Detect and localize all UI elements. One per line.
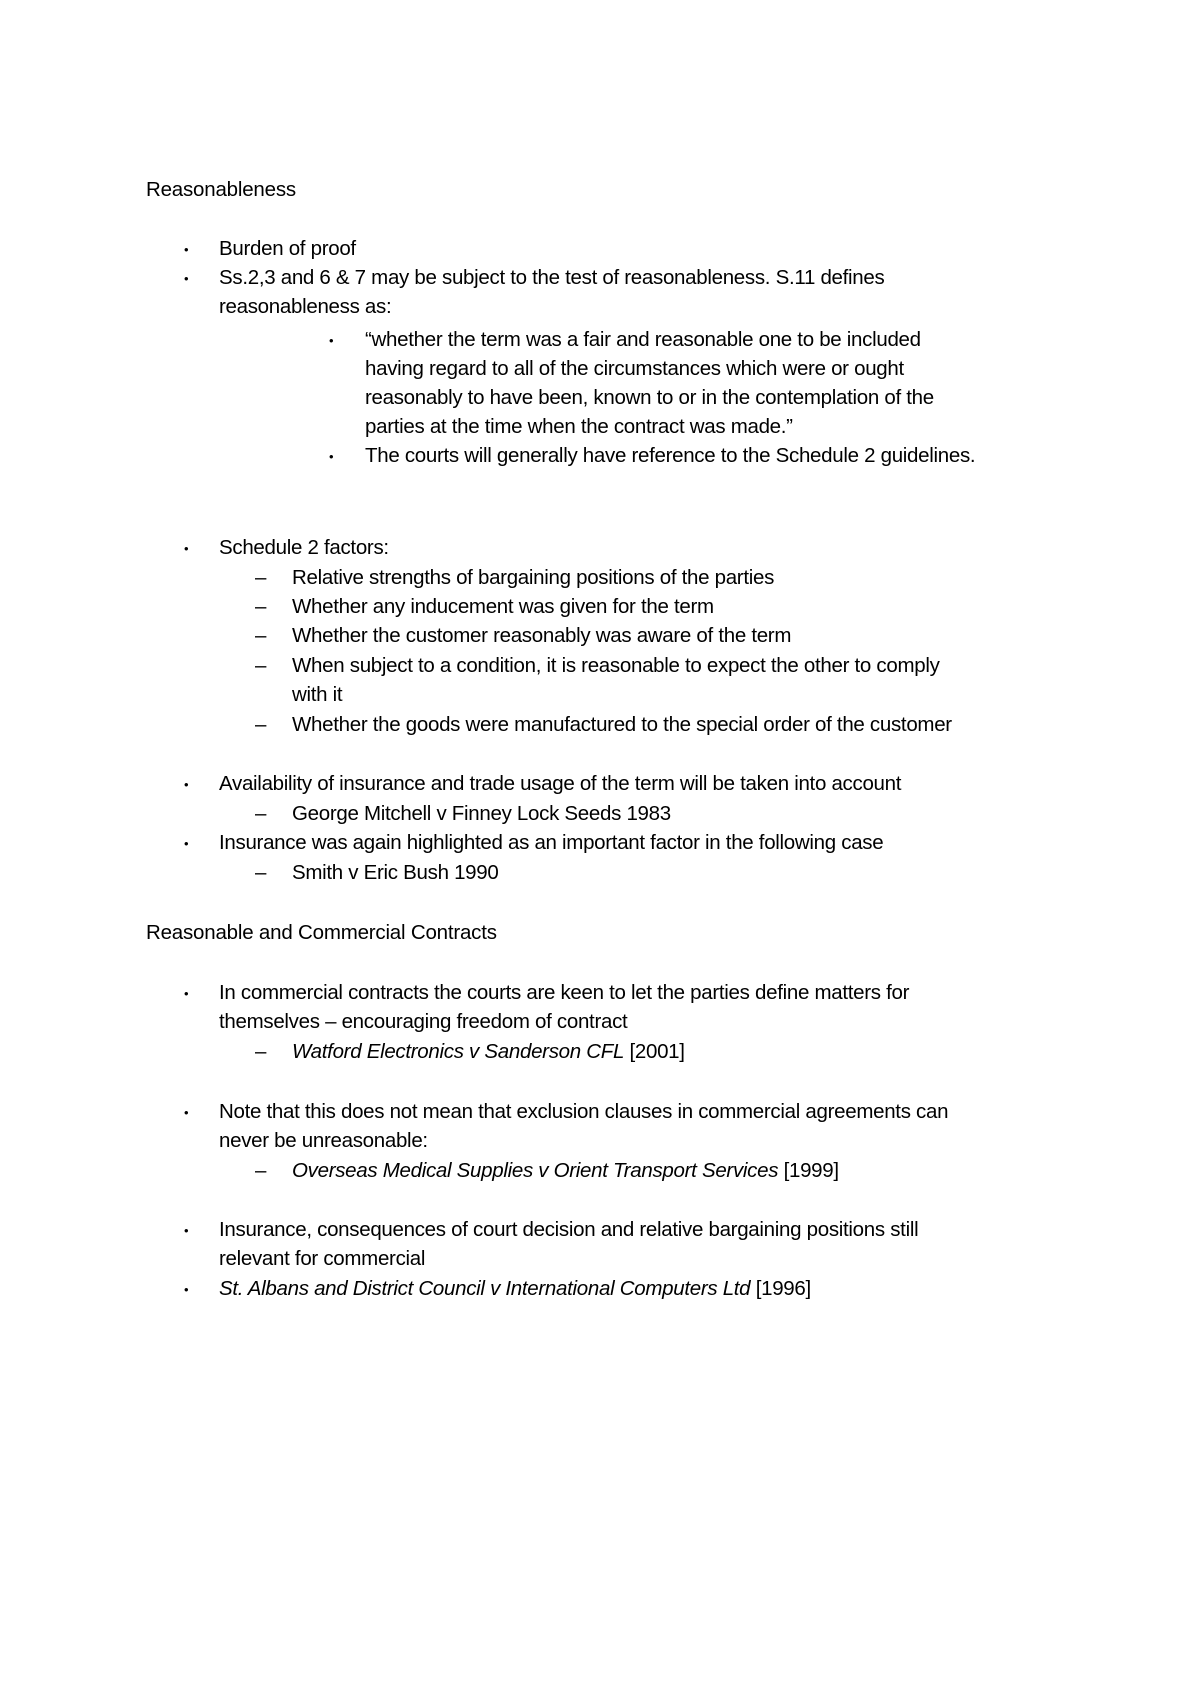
list-item-schedule: Schedule 2 factors: xyxy=(219,536,389,559)
case-name: St. Albans and District Council v International Computers Ltd xyxy=(219,1277,751,1300)
factor-item: Whether the customer reasonably was aware of the term xyxy=(292,624,792,647)
list-item-note: Note that this does not mean that exclusion clauses in commercial agreements can xyxy=(219,1100,949,1123)
bullet-icon: • xyxy=(184,271,189,286)
case-citation xyxy=(292,1156,1072,1186)
list-item-sections-line1: Ss.2,3 and 6 & 7 may be subject to the test of reasonableness. S.11 defines xyxy=(219,266,885,289)
bullet-icon: • xyxy=(184,1282,189,1297)
quote-line: having regard to all of the circumstances which were or ought xyxy=(365,357,904,380)
bullet-icon: • xyxy=(329,333,334,348)
list-item-sections-line2: reasonableness as: xyxy=(219,295,392,318)
bullet-icon: • xyxy=(184,986,189,1001)
dash-icon: – xyxy=(255,595,267,618)
case-name: Overseas Medical Supplies v Orient Transport Services xyxy=(292,1159,779,1182)
list-item-guidelines: The courts will generally have reference to the Schedule 2 guidelines. xyxy=(365,444,976,467)
case-citation xyxy=(219,1274,1099,1304)
bullet-icon: • xyxy=(329,449,334,464)
dash-icon: – xyxy=(255,624,267,647)
bullet-icon: • xyxy=(184,242,189,257)
factor-item: Whether any inducement was given for the term xyxy=(292,595,714,618)
bullet-icon: • xyxy=(184,777,189,792)
case-year: [1996] xyxy=(755,1277,811,1300)
quote-line: reasonably to have been, known to or in the contemplation of the xyxy=(365,386,934,409)
factor-item: When subject to a condition, it is reasonable to expect the other to comply xyxy=(292,654,940,677)
section-heading-commercial: Reasonable and Commercial Contracts xyxy=(146,921,497,944)
dash-icon: – xyxy=(255,1159,267,1182)
case-citation: George Mitchell v Finney Lock Seeds 1983 xyxy=(292,802,671,825)
bullet-icon: • xyxy=(184,1105,189,1120)
list-item-insurance: Insurance was again highlighted as an important factor in the following case xyxy=(219,831,884,854)
bullet-icon: • xyxy=(184,541,189,556)
bullet-icon: • xyxy=(184,1223,189,1238)
list-item-commercial: In commercial contracts the courts are keen to let the parties define matters for xyxy=(219,981,910,1004)
quote-line: “whether the term was a fair and reasonable one to be included xyxy=(365,328,921,351)
list-item-insurance-commercial-continued: relevant for commercial xyxy=(219,1247,426,1270)
bullet-icon: • xyxy=(184,836,189,851)
factor-item: Whether the goods were manufactured to the special order of the customer xyxy=(292,713,952,736)
dash-icon: – xyxy=(255,802,267,825)
list-item-availability: Availability of insurance and trade usage of the term will be taken into account xyxy=(219,772,902,795)
dash-icon: – xyxy=(255,1040,267,1063)
case-name: Watford Electronics v Sanderson CFL xyxy=(292,1040,625,1063)
case-citation: Smith v Eric Bush 1990 xyxy=(292,861,499,884)
list-item-burden: Burden of proof xyxy=(219,237,356,260)
dash-icon: – xyxy=(255,566,267,589)
factor-item: Relative strengths of bargaining positions of the parties xyxy=(292,566,775,589)
section-heading-reasonableness: Reasonableness xyxy=(146,178,296,201)
factor-item-continued: with it xyxy=(292,683,343,706)
case-year: [1999] xyxy=(783,1159,839,1182)
case-citation xyxy=(292,1037,1072,1067)
list-item-commercial-continued: themselves – encouraging freedom of contract xyxy=(219,1010,628,1033)
dash-icon: – xyxy=(255,654,267,677)
list-item-note-continued: never be unreasonable: xyxy=(219,1129,428,1152)
case-year: [2001] xyxy=(629,1040,685,1063)
quote-line: parties at the time when the contract was made.” xyxy=(365,415,793,438)
dash-icon: – xyxy=(255,713,267,736)
list-item-insurance-commercial: Insurance, consequences of court decision and relative bargaining positions still xyxy=(219,1218,919,1241)
dash-icon: – xyxy=(255,861,267,884)
